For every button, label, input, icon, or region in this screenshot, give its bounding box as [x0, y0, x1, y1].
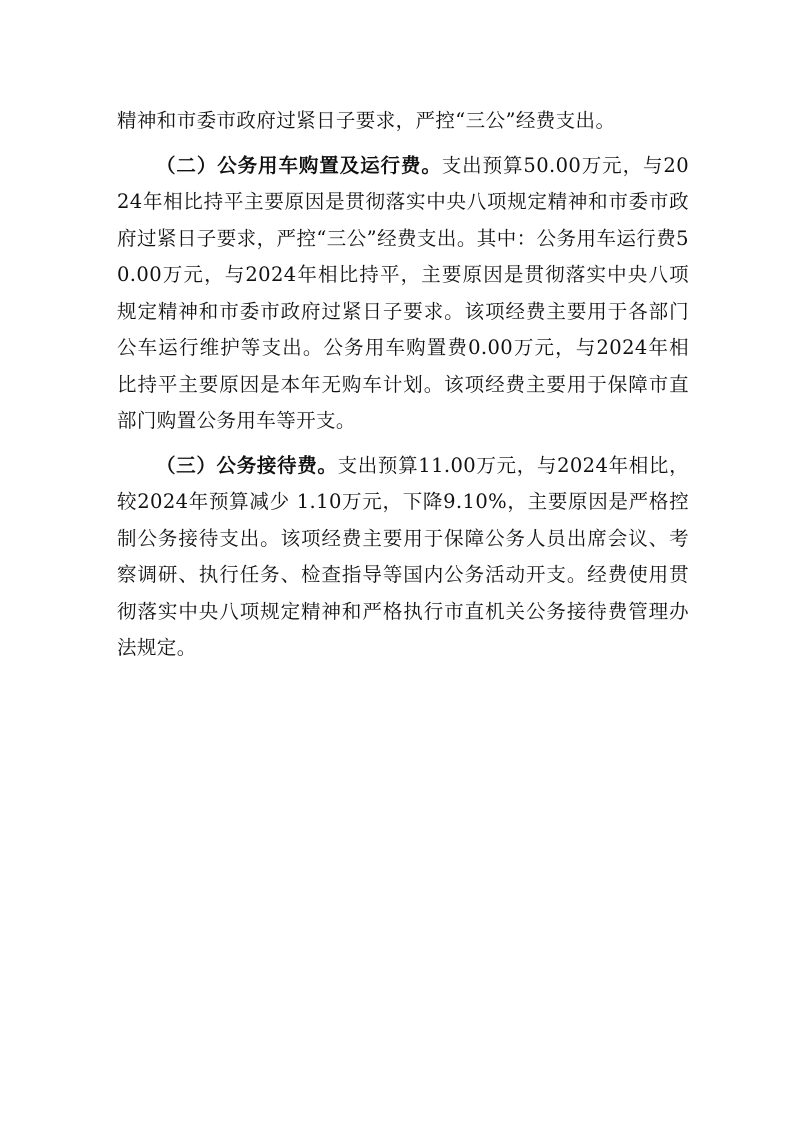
- section-heading-reception: （三）公务接待费。: [156, 453, 338, 477]
- paragraph-continuation: [117, 103, 689, 140]
- paragraph-vehicle-costs: [117, 148, 689, 440]
- paragraph-text: 精神和市委市政府过紧日子要求，严控“三公”经费支出。: [117, 109, 616, 132]
- paragraph-text: 支出预算50.00万元，与2024年相比持平主要原因是贯彻落实中央八项规定精神和市委市政府过紧日子要求，严控“三公”经费支出。其中：公务用车运行费50.00万元，与2024年相比持平，主要原因是贯彻落实中央八项规定精神和市委市政府过紧日子要求。该项经费主要用于各部门公车运行维护等支出。公务用车购置费0.00万元，与2024年相比持平主要原因是本年无购车计划。该项经费主要用于保障市直部门购置公务用车等开支。: [117, 153, 690, 432]
- document-body: [117, 103, 689, 667]
- paragraph-reception-costs: [117, 448, 689, 667]
- paragraph-text: 支出预算11.00万元，与2024年相比，较2024年预算减少 1.10万元，下降9.10%，主要原因是严格控制公务接待支出。该项经费主要用于保障公务人员出席会议、考察调研、执行任务、检查指导等国内公务活动开支。经费使用贯彻落实中央八项规定精神和严格执行市直机关公务接待费管理办法规定。: [117, 453, 689, 659]
- section-heading-vehicle: （二）公务用车购置及运行费。: [156, 153, 442, 177]
